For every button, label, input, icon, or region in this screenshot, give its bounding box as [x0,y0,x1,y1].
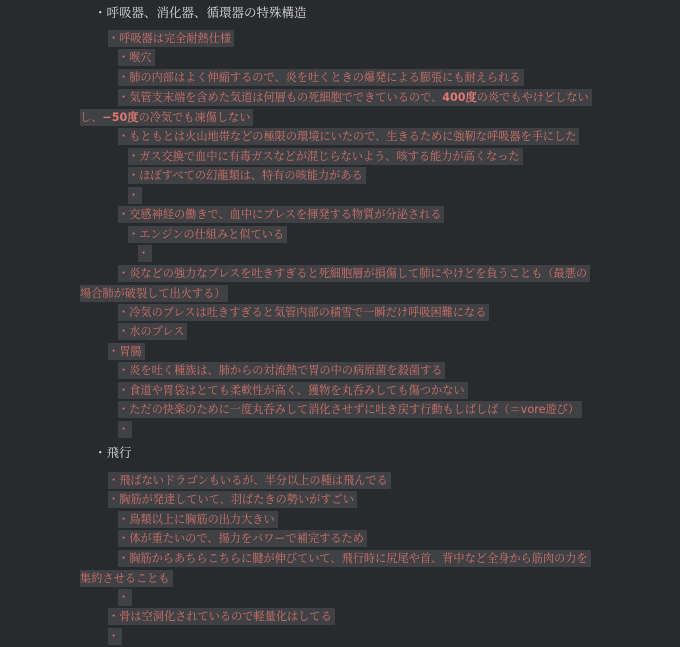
list-item[interactable]: ・ [80,244,596,264]
list-item[interactable]: ・炎などの強力なブレスを吐きすぎると死細胞層が損傷して肺にやけどを負うことも（最悪の場合肺が破裂して出火する） [80,264,596,303]
list-item[interactable]: ・気管支末端を含めた気道は何層もの死細胞でできているので、400度の炎でもやけどしないし、−50度の冷気でも凍傷しない [80,88,596,127]
list-item[interactable]: ・胸筋からあちらこちらに腱が伸びていて、飛行時に尻尾や首、背中など全身から筋肉の力を集約させることも [80,549,596,588]
list-item[interactable]: ・水のブレス [80,322,596,342]
list-item[interactable]: ・炎を吐く種族は、肺からの対流熱で胃の中の病原菌を殺菌する [80,361,596,381]
list-item[interactable]: ・もともとは火山地帯などの極限の環境にいたので、生きるために強靭な呼吸器を手にした [80,127,596,147]
list-item[interactable]: ・呼吸器は完全耐熱仕様 [80,29,596,49]
list-item[interactable]: ・骨は空洞化されているので軽量化はしてる [80,607,596,627]
list-item[interactable]: ・ほぼすべての幻龍類は、特有の咳能力がある [80,166,596,186]
list-item[interactable]: ・ [80,186,596,206]
list-item[interactable]: ・胸筋が発達していて、羽ばたきの勢いがすごい [80,490,596,510]
list-item[interactable]: ・鳥類以上に胸筋の出力大きい [80,510,596,530]
list-item[interactable]: ・ [80,588,596,608]
list-item[interactable]: ・胃腸 [80,342,596,362]
list-item[interactable]: ・ガス交換で血中に有毒ガスなどが混じらないよう、咳する能力が高くなった [80,147,596,167]
list-item[interactable]: ・エンジンの仕組みと似ている [80,225,596,245]
list-item[interactable]: ・体が重たいので、揚力をパワーで補完するため [80,529,596,549]
list-item[interactable]: ・ [80,420,596,440]
list-item[interactable]: ・ [80,627,596,647]
section-heading-flight: ・飛行 [94,445,132,460]
list-item[interactable]: ・交感神経の働きで、血中にブレスを揮発する物質が分泌される [80,205,596,225]
list-item[interactable]: ・飛ばないドラゴンもいるが、半分以上の種は飛んでる [80,471,596,491]
list-item[interactable]: ・喉穴 [80,48,596,68]
list-item[interactable]: ・冷気のブレスは吐きすぎると気管内部の積雪で一瞬だけ呼吸困難になる [80,303,596,323]
section-heading-organs: ・呼吸器、消化器、循環器の特殊構造 [94,5,307,20]
list-item[interactable]: ・ただの快楽のために一度丸呑みして消化させずに吐き戻す行動もしばしば（＝vore遊び） [80,400,596,420]
list-item[interactable]: ・食道や胃袋はとても柔軟性が高く、獲物を丸呑みしても傷つかない [80,381,596,401]
list-item[interactable]: ・肺の内部はよく伸縮するので、炎を吐くときの爆発による膨張にも耐えられる [80,68,596,88]
